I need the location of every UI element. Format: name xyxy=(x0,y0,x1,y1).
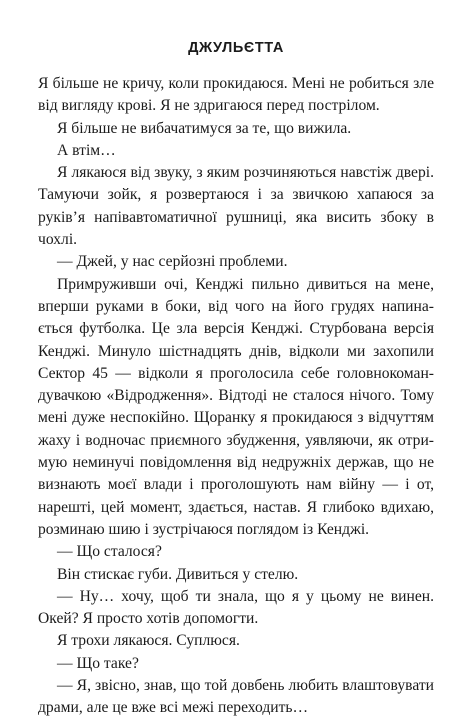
paragraph: — Ну… хочу, щоб ти знала, що я у цьому не винен. Окей? Я просто хотів допомогти. xyxy=(38,587,434,628)
paragraph: Він стискає губи. Дивиться у стелю. xyxy=(57,565,299,583)
paragraph: Я більше не вибачатимуся за те, що вижила. xyxy=(57,119,352,137)
running-header: ДЖУЛЬЄТТА xyxy=(188,40,284,56)
paragraph: Я лякаюся від звуку, з яким розчиняються навстіж двері. Тамуючи зойк, я розвертаюся і за звичкою хапаюся за руків’я напівавтоматичної рушниці, яка висить збоку в чохлі. xyxy=(38,164,434,249)
book-page xyxy=(38,40,434,720)
paragraph: А втім… xyxy=(57,141,116,159)
body-text xyxy=(38,73,434,720)
paragraph: — Я, звісно, знав, що той довбень любить влаштовувати драми, але це вже всі межі переходить… xyxy=(38,677,434,717)
paragraph: Примруживши очі, Кенджі пильно дивиться на мене, вперши руками в боки, від чого на його грудях напинається футболка. Це зла версія Кенджі. Стурбована версія Кенджі. Минуло шістнадцять днів, відколи ми захопили Сектор 45 — відколи я проголосила себе головнокомандувачкою «Відродження». Відтоді не сталося нічого. Тому мені дуже неспокійно. Щоранку я прокидаюся з відчуттям жаху і водночас приємного збудження, уявляючи, як отримую неминучі повідомлення від недружніх держав, що не визнають моєї влади і проголошують нам війну — і от, нарешті, цей момент, здається, настав. Я глибоко вдихаю, розминаю шию і зустрічаюся поглядом із Кенджі. xyxy=(38,275,434,538)
paragraph: Я трохи лякаюся. Суплюся. xyxy=(57,632,240,650)
paragraph: — Джей, у нас серйозні проблеми. xyxy=(57,253,288,271)
paragraph: — Що таке? xyxy=(57,654,139,672)
paragraph: Я більше не кричу, коли прокидаюся. Мені не робиться зле від вигляду крові. Я не здригаюся перед пострілом. xyxy=(38,75,434,115)
paragraph: — Що сталося? xyxy=(57,543,162,561)
